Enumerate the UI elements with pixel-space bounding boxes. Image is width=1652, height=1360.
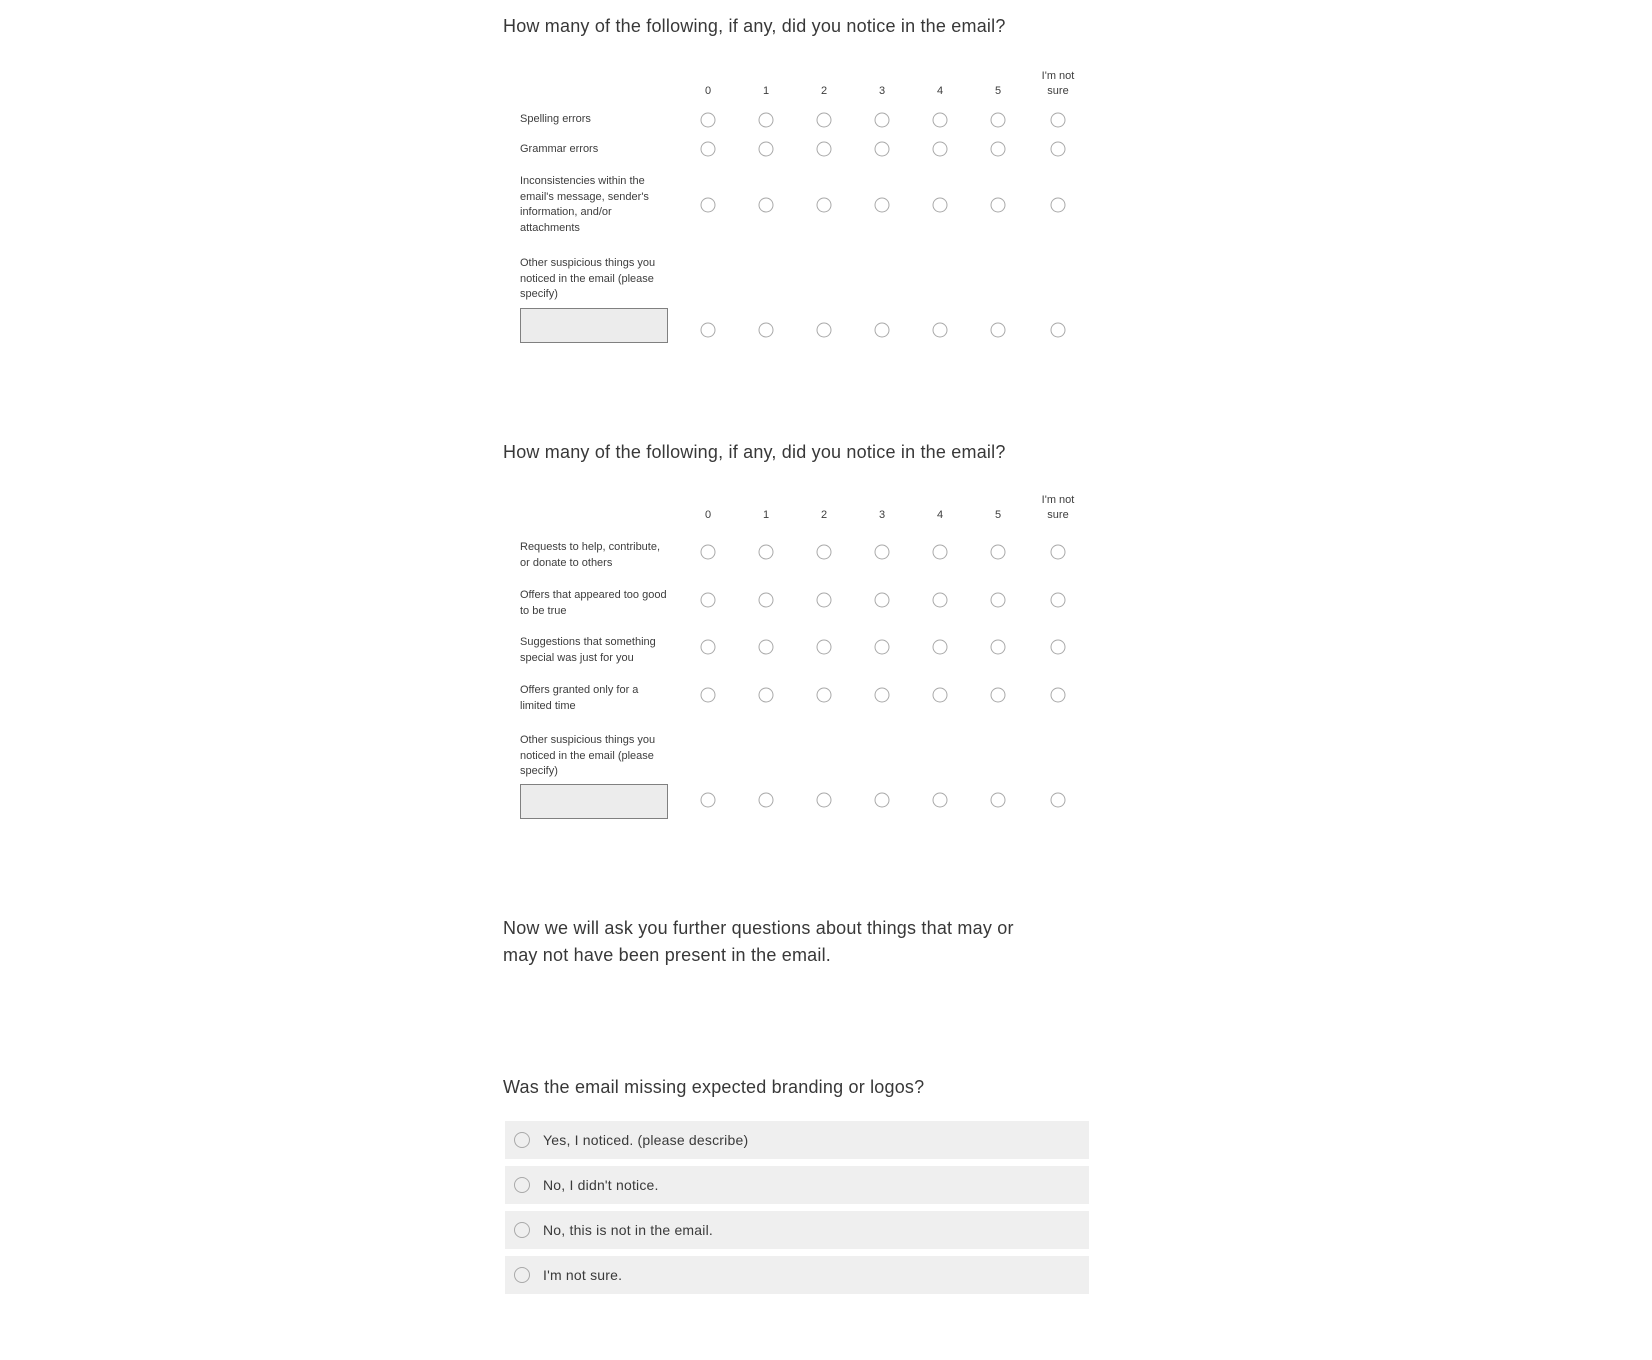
radio-option-0[interactable] (701, 793, 716, 808)
radio-option-1[interactable] (759, 323, 774, 338)
radio-option-4[interactable] (933, 113, 948, 128)
answer-option[interactable] (505, 1256, 1089, 1294)
radio-option-6[interactable] (1051, 593, 1066, 608)
radio-option-5[interactable] (991, 142, 1006, 157)
radio-option-6[interactable] (1051, 793, 1066, 808)
radio-option-5[interactable] (991, 323, 1006, 338)
question-1-title: How many of the following, if any, did you notice in the email? (503, 16, 1006, 36)
radio-option-6[interactable] (1051, 545, 1066, 560)
radio-option-5[interactable] (991, 793, 1006, 808)
radio-icon[interactable] (514, 1132, 530, 1148)
radio-option-6[interactable] (1051, 113, 1066, 128)
radio-option-2[interactable] (817, 688, 832, 703)
matrix-row-label: Offers that appeared too good to be true (520, 589, 667, 617)
other-specify-input[interactable] (520, 784, 668, 819)
radio-option-4[interactable] (933, 198, 948, 213)
column-header-0: 0 (704, 509, 712, 521)
question-3-title: Was the email missing expected branding or logos? (503, 1077, 925, 1097)
column-header-1: 1 (762, 85, 770, 97)
radio-option-3[interactable] (875, 113, 890, 128)
matrix-row-label: Other suspicious things you noticed in the email (please specify) (520, 257, 656, 300)
answer-option[interactable] (505, 1211, 1089, 1249)
column-header-4: 4 (936, 509, 944, 521)
radio-option-4[interactable] (933, 323, 948, 338)
radio-option-1[interactable] (759, 113, 774, 128)
matrix-row-label: Suggestions that something special was just for you (520, 636, 656, 664)
radio-icon[interactable] (514, 1267, 530, 1283)
radio-option-2[interactable] (817, 793, 832, 808)
radio-option-0[interactable] (701, 593, 716, 608)
column-header-3: 3 (878, 509, 886, 521)
radio-option-2[interactable] (817, 113, 832, 128)
radio-option-3[interactable] (875, 198, 890, 213)
radio-option-5[interactable] (991, 545, 1006, 560)
column-header-6: I'm not sure (1041, 69, 1075, 97)
radio-option-1[interactable] (759, 793, 774, 808)
radio-option-3[interactable] (875, 593, 890, 608)
radio-option-0[interactable] (701, 198, 716, 213)
radio-option-3[interactable] (875, 323, 890, 338)
radio-option-4[interactable] (933, 545, 948, 560)
radio-option-0[interactable] (701, 323, 716, 338)
radio-option-3[interactable] (875, 142, 890, 157)
radio-option-2[interactable] (817, 593, 832, 608)
radio-option-5[interactable] (991, 593, 1006, 608)
matrix-row-label: Requests to help, contribute, or donate to others (520, 541, 661, 569)
column-header-2: 2 (820, 509, 828, 521)
radio-option-4[interactable] (933, 688, 948, 703)
radio-option-4[interactable] (933, 142, 948, 157)
radio-option-3[interactable] (875, 545, 890, 560)
radio-option-1[interactable] (759, 640, 774, 655)
radio-option-1[interactable] (759, 198, 774, 213)
radio-option-2[interactable] (817, 323, 832, 338)
radio-option-4[interactable] (933, 593, 948, 608)
option-label: No, this is not in the email. (543, 1222, 713, 1238)
radio-option-4[interactable] (933, 640, 948, 655)
radio-option-6[interactable] (1051, 198, 1066, 213)
column-header-2: 2 (820, 85, 828, 97)
radio-option-6[interactable] (1051, 640, 1066, 655)
answer-option[interactable] (505, 1166, 1089, 1204)
radio-option-0[interactable] (701, 640, 716, 655)
radio-option-1[interactable] (759, 688, 774, 703)
matrix-row-label: Spelling errors (520, 113, 591, 125)
radio-option-5[interactable] (991, 688, 1006, 703)
option-label: Yes, I noticed. (please describe) (543, 1132, 749, 1148)
matrix-row-label: Offers granted only for a limited time (520, 684, 639, 712)
radio-option-1[interactable] (759, 545, 774, 560)
option-label: No, I didn't notice. (543, 1177, 659, 1193)
radio-option-2[interactable] (817, 198, 832, 213)
radio-option-2[interactable] (817, 545, 832, 560)
matrix-row-label: Other suspicious things you noticed in the email (please specify) (520, 734, 656, 777)
radio-option-5[interactable] (991, 198, 1006, 213)
radio-option-0[interactable] (701, 113, 716, 128)
column-header-4: 4 (936, 85, 944, 97)
column-header-0: 0 (704, 85, 712, 97)
column-header-5: 5 (994, 85, 1002, 97)
column-header-3: 3 (878, 85, 886, 97)
radio-option-0[interactable] (701, 545, 716, 560)
radio-option-0[interactable] (701, 688, 716, 703)
radio-option-5[interactable] (991, 113, 1006, 128)
radio-option-2[interactable] (817, 640, 832, 655)
radio-option-1[interactable] (759, 142, 774, 157)
statement-text: Now we will ask you further questions about things that may or may not have been present in the email. (503, 918, 1014, 965)
other-specify-input[interactable] (520, 308, 668, 343)
radio-option-1[interactable] (759, 593, 774, 608)
radio-option-3[interactable] (875, 640, 890, 655)
radio-option-5[interactable] (991, 640, 1006, 655)
radio-option-4[interactable] (933, 793, 948, 808)
radio-option-6[interactable] (1051, 142, 1066, 157)
radio-option-6[interactable] (1051, 323, 1066, 338)
column-header-5: 5 (994, 509, 1002, 521)
radio-option-0[interactable] (701, 142, 716, 157)
column-header-6: I'm not sure (1041, 493, 1075, 521)
radio-icon[interactable] (514, 1222, 530, 1238)
option-label: I'm not sure. (543, 1267, 623, 1283)
column-header-1: 1 (762, 509, 770, 521)
radio-option-3[interactable] (875, 688, 890, 703)
matrix-row-label: Inconsistencies within the email's message, sender's information, and/or attachments (520, 175, 649, 234)
question-2-title: How many of the following, if any, did you notice in the email? (503, 442, 1006, 462)
radio-option-6[interactable] (1051, 688, 1066, 703)
radio-icon[interactable] (514, 1177, 530, 1193)
radio-option-2[interactable] (817, 142, 832, 157)
answer-option[interactable] (505, 1121, 1089, 1159)
radio-option-3[interactable] (875, 793, 890, 808)
matrix-row-label: Grammar errors (520, 143, 599, 155)
